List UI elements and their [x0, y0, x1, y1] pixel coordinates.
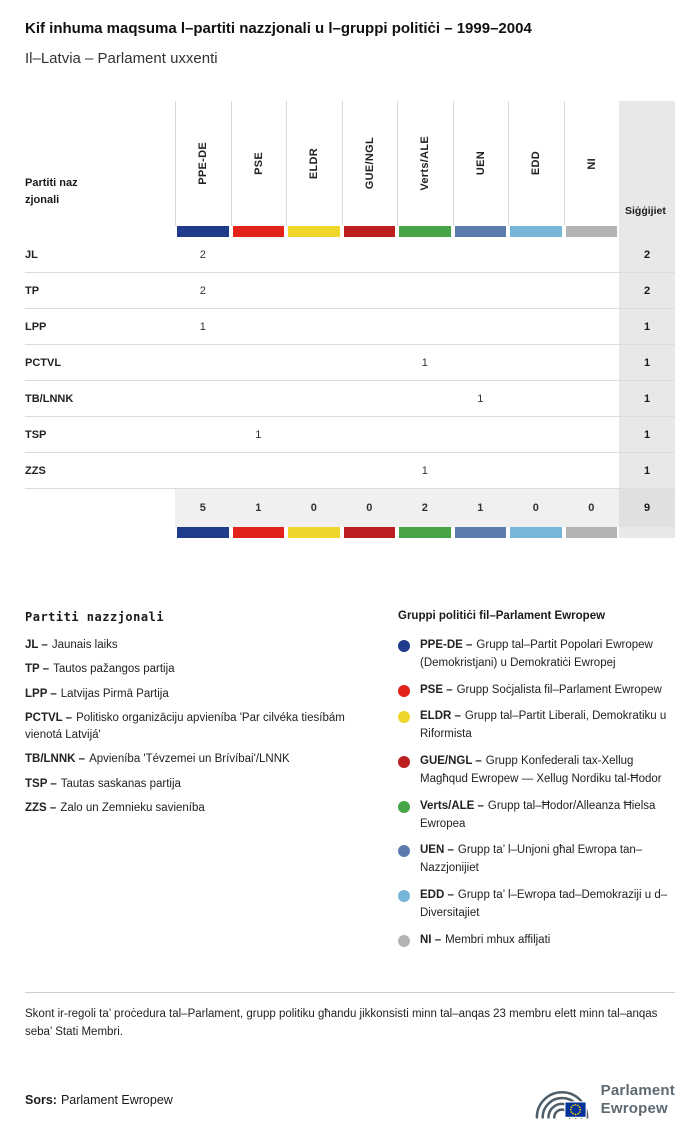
group-column-label: PSE [252, 152, 265, 175]
party-legend-abbr: TB/LNNK – [25, 753, 86, 766]
table-header-row [25, 101, 675, 226]
group-column-header [564, 101, 620, 226]
group-column-header [453, 101, 509, 226]
party-legend-item [25, 686, 368, 703]
seat-count-cell: 1 [421, 464, 428, 477]
group-legend-item [398, 708, 675, 744]
party-abbr-cell: TSP [25, 428, 47, 441]
hemicycle-icon [533, 1076, 591, 1123]
row-seats-cell: 1 [619, 417, 675, 452]
group-color-bar [344, 527, 396, 538]
table-row [25, 237, 675, 273]
row-seats-cell: 1 [619, 381, 675, 416]
row-seats-cell: 2 [619, 273, 675, 308]
logo-line2: Ewropew [600, 1099, 668, 1117]
group-color-dot [398, 685, 410, 697]
table-body [25, 237, 675, 489]
group-color-dot [398, 845, 410, 857]
group-color-bar [510, 527, 562, 538]
group-column-header [508, 101, 564, 226]
party-legend-abbr: ZZS – [25, 801, 57, 814]
group-color-bar-cell [397, 226, 453, 237]
group-color-bar [177, 527, 229, 538]
group-legend-name: Membri mhux affiljati [445, 933, 551, 946]
table-row [25, 417, 675, 453]
group-column-label: Verts/ALE [419, 136, 432, 191]
totals-count-cell: 5 [175, 489, 231, 527]
group-color-bar-cell [508, 527, 564, 538]
party-legend-item [25, 776, 368, 793]
group-legend-text [420, 932, 550, 950]
row-seats-cell: 1 [619, 453, 675, 488]
table-row [25, 453, 675, 489]
seat-count-cell: 2 [199, 248, 206, 261]
party-legend-name: Tautas saskanas partija [60, 777, 181, 790]
party-abbr-cell: ZZS [25, 464, 46, 477]
party-legend-list [25, 637, 368, 817]
party-legend-name: Politisko organizāciju apvieníba 'Par cilvéka tiesíbám vienotá Latvijá' [25, 711, 345, 741]
group-color-dot [398, 935, 410, 947]
group-color-bar-cell [231, 226, 287, 237]
group-legend-text [420, 887, 675, 923]
party-legend-name: Jaunais laiks [51, 639, 118, 651]
bar-row-spacer [25, 226, 175, 237]
totals-count-cell: 1 [231, 489, 287, 527]
party-legend-name: Apvieníba 'Tévzemei un Brívíbai'/LNNK [89, 753, 290, 766]
group-column-label: EDD [530, 151, 543, 176]
group-legend-name: Grupp ta’ l–Unjoni għal Ewropa tan–Nazzjonijiet [420, 844, 643, 875]
group-legend-item [398, 682, 675, 700]
group-color-bar [233, 226, 285, 237]
row-header-label: Partiti nazzjonali [25, 176, 78, 207]
group-legend-item [398, 842, 675, 878]
table-row [25, 273, 675, 309]
group-column-header [231, 101, 287, 226]
group-legend-abbr: UEN – [420, 844, 454, 857]
party-legend-name: Tautos pažangos partija [53, 663, 175, 676]
footer [25, 1076, 675, 1123]
group-color-bar-cell [453, 226, 509, 237]
totals-count-cell: 0 [564, 489, 620, 527]
group-legend-name: Grupp tal–Ħodor/Alleanza Ħielsa Ewropea [420, 799, 656, 830]
group-legend-abbr: ELDR – [420, 710, 461, 723]
page-title: Kif inhuma maqsuma l–partiti nazzjonali u l–gruppi politiċi – 1999–2004 [25, 20, 532, 37]
group-color-bar [566, 527, 618, 538]
party-abbr-cell: LPP [25, 320, 47, 333]
group-legend-abbr: EDD – [420, 888, 454, 901]
group-legend-text [420, 637, 675, 673]
totals-seats-cell: 9 [619, 489, 675, 527]
group-column-header [397, 101, 453, 226]
group-color-bar [233, 527, 285, 538]
group-color-bar-cell [564, 527, 620, 538]
party-legend-item [25, 800, 368, 817]
group-color-bar [288, 527, 340, 538]
group-color-bar [455, 527, 507, 538]
group-legend-text [420, 798, 675, 834]
logo-text [601, 1082, 675, 1117]
group-color-bar-cell [342, 527, 398, 538]
group-column-header [286, 101, 342, 226]
group-legend [398, 610, 675, 958]
group-color-dot [398, 711, 410, 723]
group-color-bar [288, 226, 340, 237]
row-seats-cell: 1 [619, 309, 675, 344]
party-legend-item [25, 710, 368, 745]
table-row [25, 381, 675, 417]
group-color-bar [399, 527, 451, 538]
group-legend-item [398, 887, 675, 923]
party-legend-name: Latvijas Pirmā Partija [60, 687, 169, 700]
party-legend-abbr: JL – [25, 639, 48, 651]
group-legend-text [420, 753, 675, 789]
group-color-dot [398, 640, 410, 652]
totals-count-cell: 2 [397, 489, 453, 527]
group-color-bar-cell [231, 527, 287, 538]
group-legend-abbr: NI – [420, 933, 442, 946]
group-legend-abbr: PSE – [420, 683, 453, 696]
seat-count-cell: 1 [421, 356, 428, 369]
party-legend-abbr: LPP – [25, 687, 57, 700]
group-legend-name: Grupp tal–Partit Popolari Ewropew (Demokristjani) u Demokratiċi Ewropej [420, 639, 653, 669]
group-color-bar-cell [286, 226, 342, 237]
group-column-header [175, 101, 231, 226]
group-legend-item [398, 637, 675, 673]
party-legend-abbr: TSP – [25, 777, 57, 790]
source [25, 1093, 173, 1107]
group-color-bar-cell [453, 527, 509, 538]
seat-count-cell: 1 [199, 320, 206, 333]
bar-row-bottom-seats-spacer [619, 527, 675, 538]
party-legend-abbr: PCTVL – [25, 711, 73, 724]
group-legend-abbr: Verts/ALE – [420, 799, 484, 812]
source-value: Parlament Ewropew [60, 1092, 173, 1107]
totals-count-cell: 1 [453, 489, 509, 527]
group-legend-item [398, 753, 675, 789]
group-color-bar [177, 226, 229, 237]
group-column-header [342, 101, 398, 226]
group-color-dot [398, 756, 410, 768]
group-color-bar-cell [175, 226, 231, 237]
group-legend-item [398, 798, 675, 834]
table-row [25, 345, 675, 381]
page-subtitle: Il–Latvia – Parlament uxxenti [25, 50, 218, 67]
seats-table [25, 101, 675, 538]
group-color-dot [398, 890, 410, 902]
group-color-bar-cell [397, 527, 453, 538]
party-abbr-cell: JL [25, 248, 38, 261]
party-legend [25, 610, 398, 958]
color-bar-row-bottom [25, 527, 675, 538]
totals-count-cell: 0 [286, 489, 342, 527]
party-abbr-cell: TP [25, 284, 40, 297]
group-legend-header: Gruppi politiċi fil–Parlament Ewropew [398, 610, 606, 622]
seats-header-cell: Siġġijiet [619, 101, 675, 226]
bar-row-seats-spacer [619, 226, 675, 237]
row-seats-cell: 1 [619, 345, 675, 380]
totals-count-cell: 0 [342, 489, 398, 527]
group-column-label: NI [585, 157, 598, 170]
eu-flag-icon [565, 1102, 586, 1117]
group-color-bar [455, 226, 507, 237]
color-bar-row [25, 226, 675, 237]
group-legend-text [420, 842, 675, 878]
legend-section [25, 610, 675, 958]
row-header-cell [25, 101, 175, 226]
group-color-bar-cell [286, 527, 342, 538]
group-legend-item [398, 932, 675, 950]
table-row [25, 309, 675, 345]
party-abbr-cell: TB/LNNK [25, 392, 74, 405]
totals-count-cell: 0 [508, 489, 564, 527]
seat-count-cell: 1 [477, 392, 484, 405]
group-color-bar-cell [342, 226, 398, 237]
party-legend-name: Zalo un Zemnieku savieníba [60, 801, 205, 814]
seat-count-cell: 2 [199, 284, 206, 297]
group-color-dot [398, 801, 410, 813]
party-abbr-cell: PCTVL [25, 356, 62, 369]
source-label: Sors: [25, 1092, 57, 1107]
group-color-bar-cell [564, 226, 620, 237]
group-column-label: UEN [474, 151, 487, 176]
party-legend-item [25, 661, 368, 678]
party-legend-header: Partiti nazzjonali [25, 610, 165, 624]
group-legend-name: Grupp Konfederali tax-Xellug Magħqud Ewropew — Xellug Nordiku tal-Ħodor [420, 755, 662, 785]
group-legend-abbr: GUE/NGL – [420, 755, 482, 768]
footnote: Skont ir-regoli ta’ proċedura tal–Parlament, grupp politiku għandu jikkonsisti minn tal–anqas 23 membru elett minn tal–anqas seba’ Stati Membri. [25, 992, 675, 1042]
group-legend-name: Grupp Soċjalista fil–Parlament Ewropew [456, 683, 662, 696]
group-legend-list [398, 637, 675, 949]
group-legend-text [420, 708, 675, 744]
group-color-bar-cell [508, 226, 564, 237]
logo-line1: Parlament [600, 1082, 675, 1100]
seat-count-cell: 1 [255, 428, 262, 441]
party-legend-abbr: TP – [25, 663, 50, 676]
group-color-bar [344, 226, 396, 237]
group-legend-abbr: PPE-DE – [420, 639, 473, 651]
row-seats-cell: 2 [619, 237, 675, 272]
group-column-label: PPE-DE [197, 142, 210, 185]
party-legend-item [25, 637, 368, 654]
bar-row-bottom-spacer [25, 527, 175, 538]
party-legend-item [25, 751, 368, 768]
group-color-bar [566, 226, 618, 237]
group-color-bar [510, 226, 562, 237]
group-legend-name: Grupp tal–Partit Liberali, Demokratiku u Riformista [420, 710, 667, 741]
totals-row [25, 489, 675, 527]
ep-logo [533, 1076, 675, 1123]
group-column-label: GUE/NGL [363, 137, 376, 190]
group-legend-text [420, 682, 662, 700]
group-color-bar [399, 226, 451, 237]
group-legend-name: Grupp ta’ l–Ewropa tad–Demokraziji u d–Diversitajiet [420, 888, 668, 919]
group-column-label: ELDR [308, 147, 321, 180]
group-color-bar-cell [175, 527, 231, 538]
